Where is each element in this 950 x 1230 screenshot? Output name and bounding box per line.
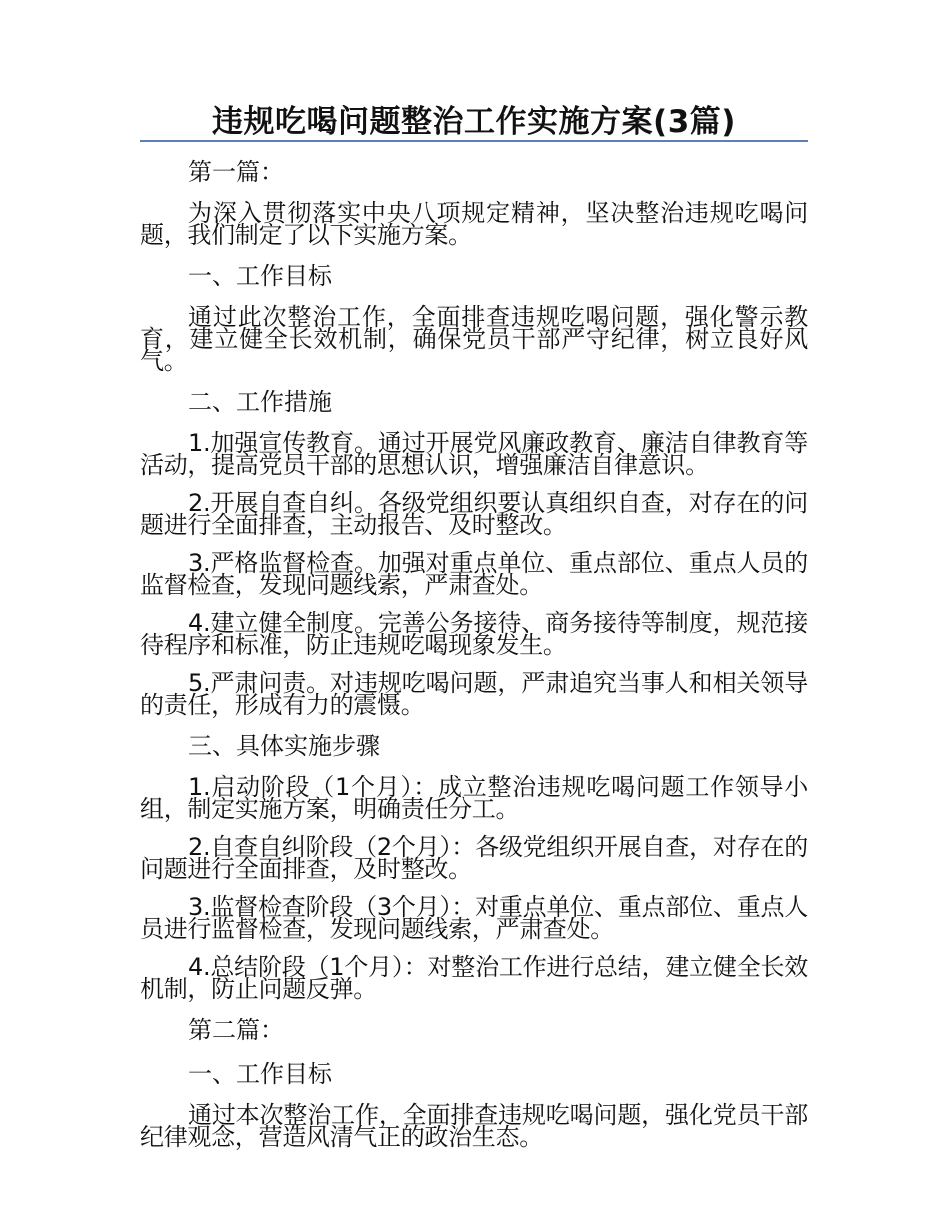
paragraph: 3.严格监督检查。加强对重点单位、重点部位、重点人员的监督检查，发现问题线索，严肃查处。 [140, 549, 808, 599]
paragraph: 1.启动阶段（1个月）：成立整治违规吃喝问题工作领导小组，制定实施方案，明确责任分工。 [140, 773, 808, 823]
paragraph: 5.严肃问责。对违规吃喝问题，严肃追究当事人和相关领导的责任，形成有力的震慑。 [140, 669, 808, 719]
paragraph: 通过此次整治工作，全面排查违规吃喝问题，强化警示教育，建立健全长效机制，确保党员干部严守纪律，树立良好风气。 [140, 303, 808, 375]
paragraph: 3.监督检查阶段（3个月）：对重点单位、重点部位、重点人员进行监督检查，发现问题线索，严肃查处。 [140, 893, 808, 943]
paragraph: 2.开展自查自纠。各级党组织要认真组织自查，对存在的问题进行全面排查，主动报告、及时整改。 [140, 489, 808, 539]
paragraph: 2.自查自纠阶段（2个月）：各级党组织开展自查，对存在的问题进行全面排查，及时整改。 [140, 833, 808, 883]
section-heading: 第一篇： [188, 158, 284, 186]
paragraph: 4.总结阶段（1个月）：对整治工作进行总结，建立健全长效机制，防止问题反弹。 [140, 953, 808, 1003]
section-heading: 三、具体实施步骤 [188, 732, 380, 760]
section-heading: 一、工作目标 [188, 1060, 332, 1088]
section-heading: 二、工作措施 [188, 388, 332, 416]
paragraph: 通过本次整治工作，全面排查违规吃喝问题，强化党员干部纪律观念，营造风清气正的政治生态。 [140, 1101, 808, 1151]
section-heading: 第二篇： [188, 1016, 284, 1044]
document-body [140, 158, 808, 1164]
paragraph: 4.建立健全制度。完善公务接待、商务接待等制度，规范接待程序和标准，防止违规吃喝现象发生。 [140, 609, 808, 659]
section-heading: 一、工作目标 [188, 262, 332, 290]
document-title: 违规吃喝问题整治工作实施方案(3篇) [212, 104, 736, 140]
title-underline [140, 140, 808, 142]
paragraph: 为深入贯彻落实中央八项规定精神，坚决整治违规吃喝问题，我们制定了以下实施方案。 [140, 199, 808, 249]
paragraph: 1.加强宣传教育。通过开展党风廉政教育、廉洁自律教育等活动，提高党员干部的思想认识，增强廉洁自律意识。 [140, 429, 808, 479]
